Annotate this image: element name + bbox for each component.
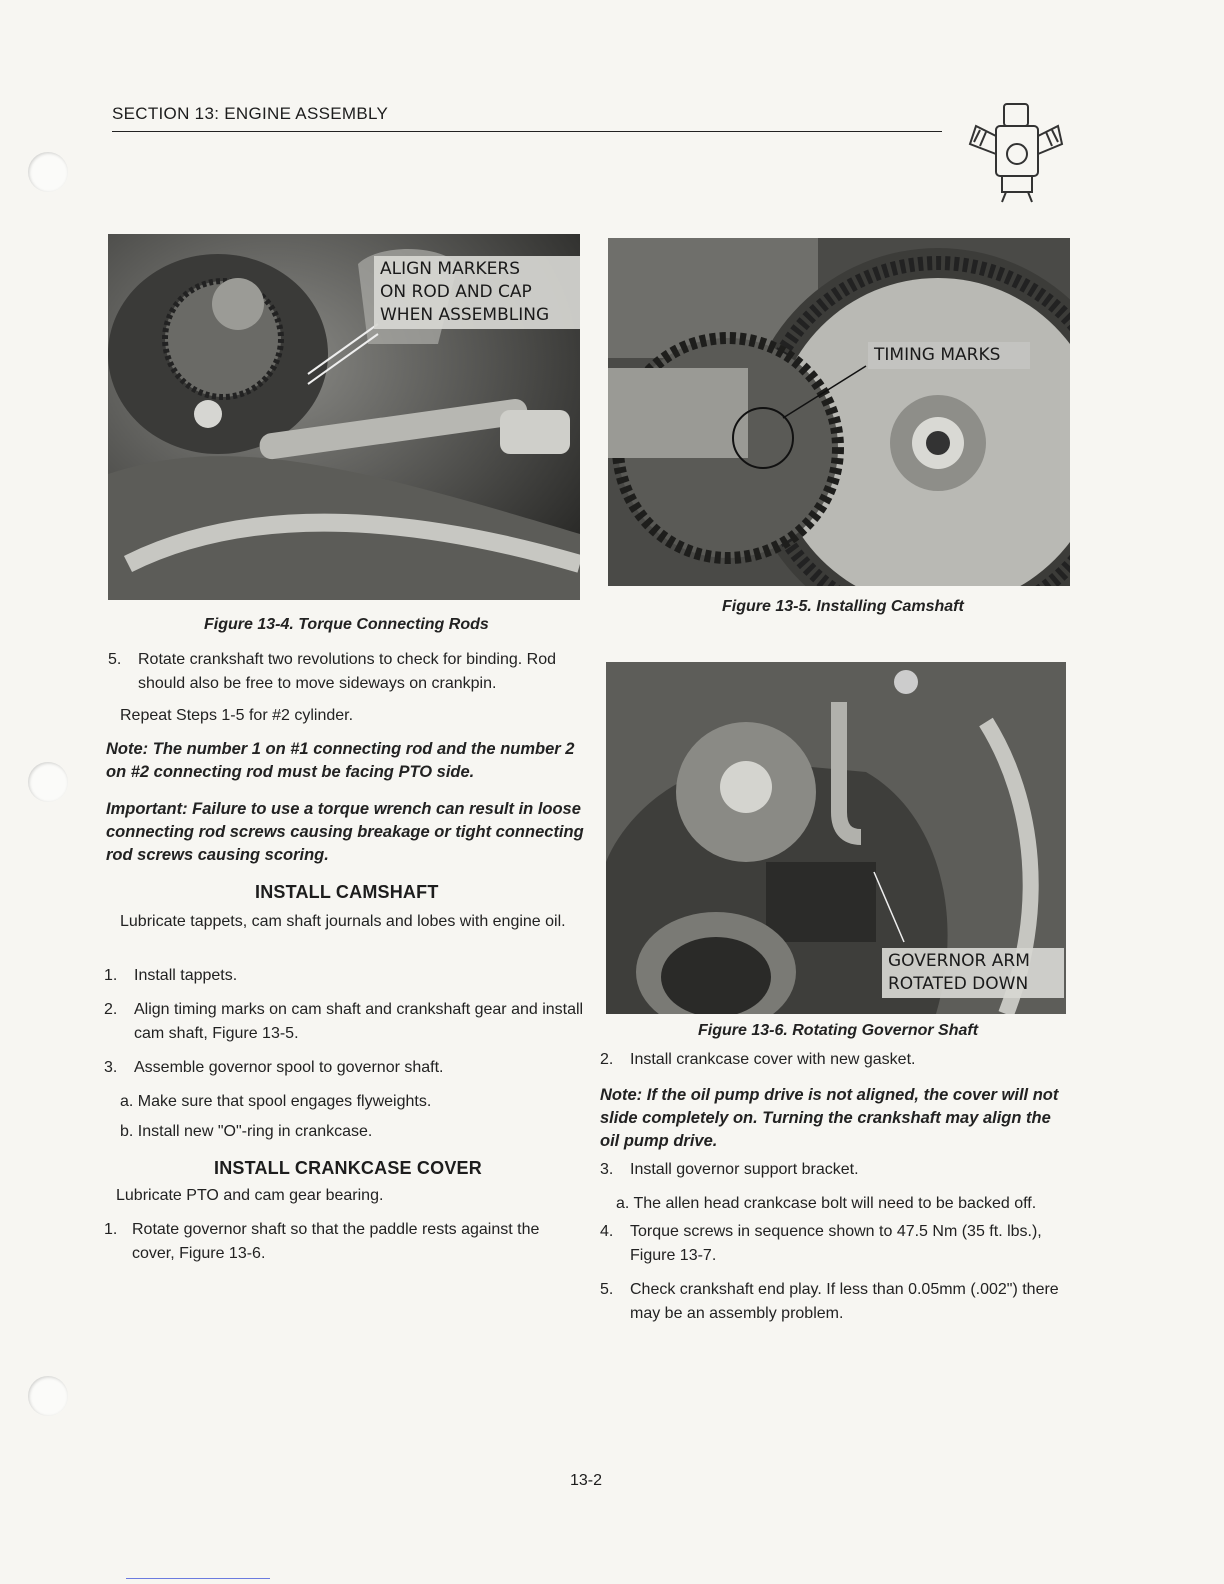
install-crankcase-cover-heading: INSTALL CRANKCASE COVER (214, 1158, 482, 1178)
engine-icon (966, 96, 1066, 206)
binder-hole (28, 762, 68, 802)
cover-step-2-number: 2. (600, 1051, 614, 1068)
note-oil-pump: Note: If the oil pump drive is not aligned, the cover will not slide completely on. Turning the crankshaft may align the oil pump drive. (600, 1086, 1059, 1150)
figure-13-4-callout: ALIGN MARKERS ON ROD AND CAP WHEN ASSEMBLING (374, 256, 580, 329)
figure-13-6-callout: GOVERNOR ARM ROTATED DOWN (882, 948, 1064, 998)
important-torque: Important: Failure to use a torque wrench can result in loose connecting rod screws causing breakage or tight connecting rod screws causing scoring. (106, 800, 584, 864)
figure-13-5-photo (608, 238, 1070, 586)
header-rule (112, 131, 942, 132)
note-connecting-rod: Note: The number 1 on #1 connecting rod and the number 2 on #2 connecting rod must be facing PTO side. (106, 740, 575, 781)
figure-13-5-callout: TIMING MARKS (868, 342, 1030, 369)
cam-step-2: Align timing marks on cam shaft and crankshaft gear and install cam shaft, Figure 13-5. (134, 1001, 584, 1042)
camshaft-intro: Lubricate tappets, cam shaft journals and lobes with engine oil. (120, 913, 566, 930)
binder-hole (28, 152, 68, 192)
cam-step-1: Install tappets. (134, 967, 238, 984)
cover-step-4-number: 4. (600, 1223, 614, 1240)
figure-13-6-caption: Figure 13-6. Rotating Governor Shaft (698, 1022, 979, 1039)
repeat-steps: Repeat Steps 1-5 for #2 cylinder. (120, 707, 354, 724)
cover-step-4: Torque screws in sequence shown to 47.5 Nm (35 ft. lbs.), Figure 13-7. (630, 1223, 1042, 1264)
cam-step-2-number: 2. (104, 1001, 118, 1018)
cover-step-5-number: 5. (600, 1281, 614, 1298)
binder-hole (28, 1376, 68, 1416)
cover-step-5: Check crankshaft end play. If less than 0.05mm (.002") there may be an assembly problem. (630, 1281, 1059, 1322)
install-camshaft-heading: INSTALL CAMSHAFT (255, 882, 439, 902)
cover-step-2: Install crankcase cover with new gasket. (630, 1051, 916, 1068)
cover-step-3a: a. The allen head crankcase bolt will need to be backed off. (616, 1195, 1037, 1212)
cam-step-3b: b. Install new "O"-ring in crankcase. (120, 1123, 373, 1140)
section-title: SECTION 13: ENGINE ASSEMBLY (112, 104, 389, 123)
page-number: 13-2 (570, 1472, 603, 1489)
figure-13-4-caption: Figure 13-4. Torque Connecting Rods (204, 616, 489, 633)
cover-intro: Lubricate PTO and cam gear bearing. (116, 1187, 384, 1204)
cam-step-3a: a. Make sure that spool engages flyweights. (120, 1093, 432, 1110)
cover-step-3: Install governor support bracket. (630, 1161, 859, 1178)
cam-step-3-number: 3. (104, 1059, 118, 1076)
cam-step-1-number: 1. (104, 967, 118, 984)
cam-step-3: Assemble governor spool to governor shaft. (134, 1059, 444, 1076)
cover-step-1-number: 1. (104, 1221, 118, 1238)
cover-step-3-number: 3. (600, 1161, 614, 1178)
step-5-text: Rotate crankshaft two revolutions to check for binding. Rod should also be free to move sideways on crankpin. (138, 651, 556, 692)
step-5-number: 5. (108, 651, 122, 668)
figure-13-5-caption: Figure 13-5. Installing Camshaft (722, 598, 964, 615)
cover-step-1: Rotate governor shaft so that the paddle rests against the cover, Figure 13-6. (132, 1221, 540, 1262)
scan-artifact-line (126, 1578, 270, 1579)
